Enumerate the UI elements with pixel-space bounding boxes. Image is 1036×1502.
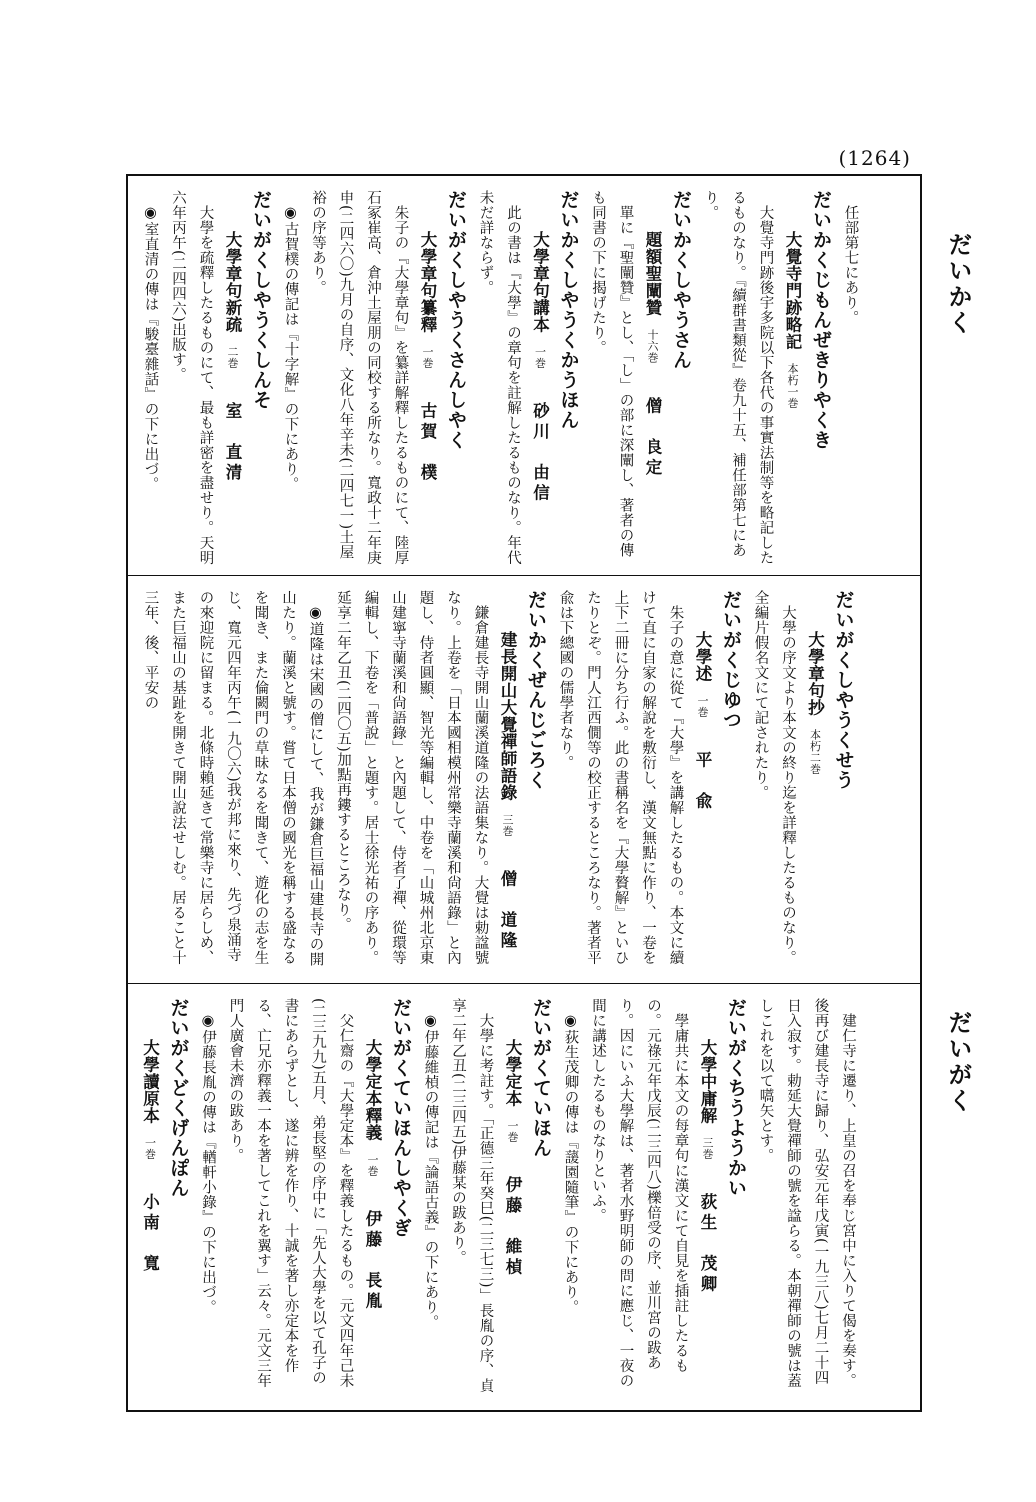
entry-author: 古賀 樸 xyxy=(418,402,437,485)
entry-headword: だいかくじもんぜきりやくき xyxy=(810,190,832,450)
entry-body-text: 單に『聖闡贊』とし、「し」の部に深闡し、著者の傳も同書の下に揭げたり。 xyxy=(590,190,634,558)
entry-title-line xyxy=(801,590,829,973)
entry-body-text: 任部第七にあり。 xyxy=(842,204,859,325)
entry-volumes: 二巻 xyxy=(226,346,239,370)
entry-body-text: ◉古賀樸の傳記は『十字解』の下にあり。 xyxy=(282,204,299,491)
entry-headword: だいかくぜんじごろく xyxy=(525,590,547,790)
entry-title: 題額聖闡贊 xyxy=(643,231,662,317)
entry-volumes: 三巻 xyxy=(501,814,514,838)
tier-1-columns xyxy=(128,176,876,575)
entry-title: 大學章句抄 xyxy=(805,631,825,717)
entry-headword: だいがくていほん xyxy=(530,998,552,1158)
entry-body-text: 鎌倉建長寺開山蘭溪道隆の法語集なり。大覺は勅諡號なり。上卷を「日本國相模州常樂寺蘭溪和尙語錄」と內題し、侍者圓顯、智光等編輯し、中卷を「山城州北京東山建寧寺蘭溪和尙語錄」と內題して、侍者了禪、從環等編輯し、下卷を「普說」と題す。居士徐光祐の序あり。延享二年乙丑(二四〇五)加點再鏤するところなり。 xyxy=(335,590,489,965)
entry-headword: だいがくじゆつ xyxy=(720,590,742,730)
entry-author: 僧 道隆 xyxy=(498,870,517,953)
entry-author: 平 兪 xyxy=(693,751,712,813)
entry-body-text: ◉道隆は宋國の僧にして、我が鎌倉巨福山建長寺の開山たり。蘭溪と號す。嘗て日本僧の國光を稱する盛なるを聞き、また倫闕門の草昧なるを聞きて、遊化の志を生じ、寬元四年丙午(一九〇六)我が邦に來り、先づ泉涌寺の來迎院に留まる。北條時賴延きて常樂寺に居らしめ、また巨福山の基趾を開きて開山說法せしむ。居ること十三年、後、平安の xyxy=(142,590,324,966)
entry-body-text: 朱子の意に從て『大學』を講解したるもの。本文に續けて直に自家の解說を敷衍し、漢文無點に作り、一卷を上下二冊に分ち行ふ。此の書稱名を『大學贅解』といひたりとぞ。門人江西僩等の校正するところなり。著者平兪は下總國の儒學者なり。 xyxy=(557,590,684,965)
entry-title-line xyxy=(136,998,164,1400)
entry-title: 建長開山大覺禪師語錄 xyxy=(498,631,517,802)
entry-author: 伊藤 長胤 xyxy=(363,1210,382,1313)
tier-3-columns xyxy=(128,984,873,1410)
entry-title-line xyxy=(499,998,527,1400)
entry-headword: だいがくていほんしやくぎ xyxy=(390,998,412,1238)
running-head-bottom: だいがく xyxy=(944,1010,972,1114)
entry-title-line xyxy=(219,190,247,565)
entry-author: 伊藤 維楨 xyxy=(503,1176,522,1279)
entry-title: 大覺寺門跡略記 xyxy=(783,231,802,351)
entry-volumes: 本朽一巻 xyxy=(786,363,799,410)
entry-volumes: 一巻 xyxy=(143,1137,157,1161)
entry-title-line xyxy=(694,998,722,1400)
entry-author: 室 直清 xyxy=(223,402,242,485)
entry-body-text: 學庸共に本文の每章句に漢文にて自見を插註したるもの。元祿元年戊辰(二三四八)櫟倍受の序、並川宮の跋あり。因にいふ大學解は、著者水野明師の問に應じ、一夜の間に講述したるものなりといふ。 xyxy=(590,998,689,1388)
entry-title: 大學讀原本 xyxy=(140,1039,160,1125)
entry-title: 大學述 xyxy=(693,631,712,683)
entry-body-text: ◉荻生茂卿の傳は『蘐園隨筆』の下にあり。 xyxy=(562,1012,579,1314)
entry-volumes: 一巻 xyxy=(696,695,709,719)
entry-author: 小南 寬 xyxy=(140,1193,160,1276)
entry-body-text: 大學の序文より本文の終り迄を詳釋したるものなり。全編片假名文にて記されたり。 xyxy=(752,590,796,965)
entry-body-text: 建仁寺に遷り、上皇の召を奉じ宮中に入りて偈を奏す。後再び建長寺に歸り、弘安元年戊寅(一九三八)七月二十四日入寂す。勅延大覺禪師の號を諡らる。本朝禪師の號は蓋しこれを以て嚆矢とす。 xyxy=(757,998,856,1388)
entry-title-line xyxy=(359,998,387,1400)
entry-body-text: 大覺寺門跡後宇多院以下各代の事實法制等を略記したるものなり。『續群書類從』卷九十五、補任部第七にあり。 xyxy=(702,190,774,565)
entry-body-text: ◉室直清の傳は『駿臺雜話』の下に出づ。 xyxy=(142,204,159,491)
entry-body-text: ◉伊藤長胤の傳は『輶軒小錄』の下に出づ。 xyxy=(200,1012,216,1314)
entry-title-line xyxy=(689,590,717,973)
tier-3 xyxy=(128,984,920,1410)
entry-volumes: 一巻 xyxy=(421,346,434,370)
entry-title-line xyxy=(779,190,807,565)
entry-volumes: 一巻 xyxy=(366,1154,379,1178)
entry-title: 大學中庸解 xyxy=(698,1039,717,1125)
entry-volumes: 一巻 xyxy=(533,346,547,370)
entry-title: 大學定本釋義 xyxy=(363,1039,382,1142)
entry-body-text: 朱子の『大學章句』を纂詳解釋したるものにて、陸厚石冢崔高、倉沖土屋朋の同校する所なり。寬政十二年庚申(二四六〇)九月の自序、文化八年辛未(二四七一)土屋裕の序等あり。 xyxy=(310,190,409,565)
entry-body-text: 大學に考註す。「正德三年癸巳(二三七三)」長胤の序、貞享二年乙丑(二三四五)伊藤某の跋あり。 xyxy=(450,998,494,1393)
entry-title: 大學章句纂釋 xyxy=(418,231,437,334)
page-frame xyxy=(126,174,922,1412)
entry-headword: だいがくしやうくせう xyxy=(832,590,855,790)
tier-2-columns xyxy=(128,576,871,983)
entry-body-text: 大學を疏釋したるものにて、最も詳密を盡せり。天明六年丙午(二四四六)出版す。 xyxy=(170,190,214,565)
entry-title-line xyxy=(526,190,554,565)
entry-volumes: 一巻 xyxy=(506,1120,519,1144)
entry-body-text: 父仁齋の『大學定本』を釋義したるもの。元文四年己未(二三九九)五月、弟長堅の序中に「先人大學を以て孔子の書にあらずとし、遂に辨を作り、十誠を著し亦定本を作る、亡兄亦釋義一本を著してこれを翼す」云々。元文三年門人廣會未濟の跋あり。 xyxy=(227,998,354,1388)
entry-body-text: 此の書は『大學』の章句を註解したるものなり。年代未だ詳ならず。 xyxy=(477,190,521,565)
entry-author: 荻生 茂卿 xyxy=(698,1193,717,1296)
entry-headword: だいがくしやうくさんしやく xyxy=(445,190,467,450)
entry-volumes: 十六巻 xyxy=(646,329,659,364)
entry-headword: だいがくしやうくしんそ xyxy=(250,190,272,410)
entry-body-text: ◉伊藤維楨の傳記は『論語古義』の下にあり。 xyxy=(422,1012,439,1329)
entry-title-line xyxy=(494,590,522,973)
entry-volumes: 本朽二巻 xyxy=(808,729,822,776)
entry-title-line xyxy=(414,190,442,565)
entry-title-line xyxy=(639,190,667,565)
entry-headword: だいかくしやうくかうほん xyxy=(557,190,580,430)
entry-volumes: 三巻 xyxy=(701,1137,714,1161)
running-head-top: だいかく xyxy=(944,232,972,336)
page-number: (1264) xyxy=(838,146,911,170)
tier-2 xyxy=(128,576,920,984)
entry-title: 大學章句新疏 xyxy=(223,231,242,334)
entry-headword: だいがくどくげんぽん xyxy=(167,998,190,1198)
entry-title: 大學定本 xyxy=(503,1039,522,1108)
entry-headword: だいがくちうようかい xyxy=(725,998,747,1198)
tier-1 xyxy=(128,176,920,576)
entry-headword: だいかくしやうさん xyxy=(670,190,692,370)
entry-author: 僧 良定 xyxy=(643,396,662,479)
entry-title: 大學章句講本 xyxy=(530,231,550,334)
entry-author: 砂川 由信 xyxy=(530,402,550,505)
